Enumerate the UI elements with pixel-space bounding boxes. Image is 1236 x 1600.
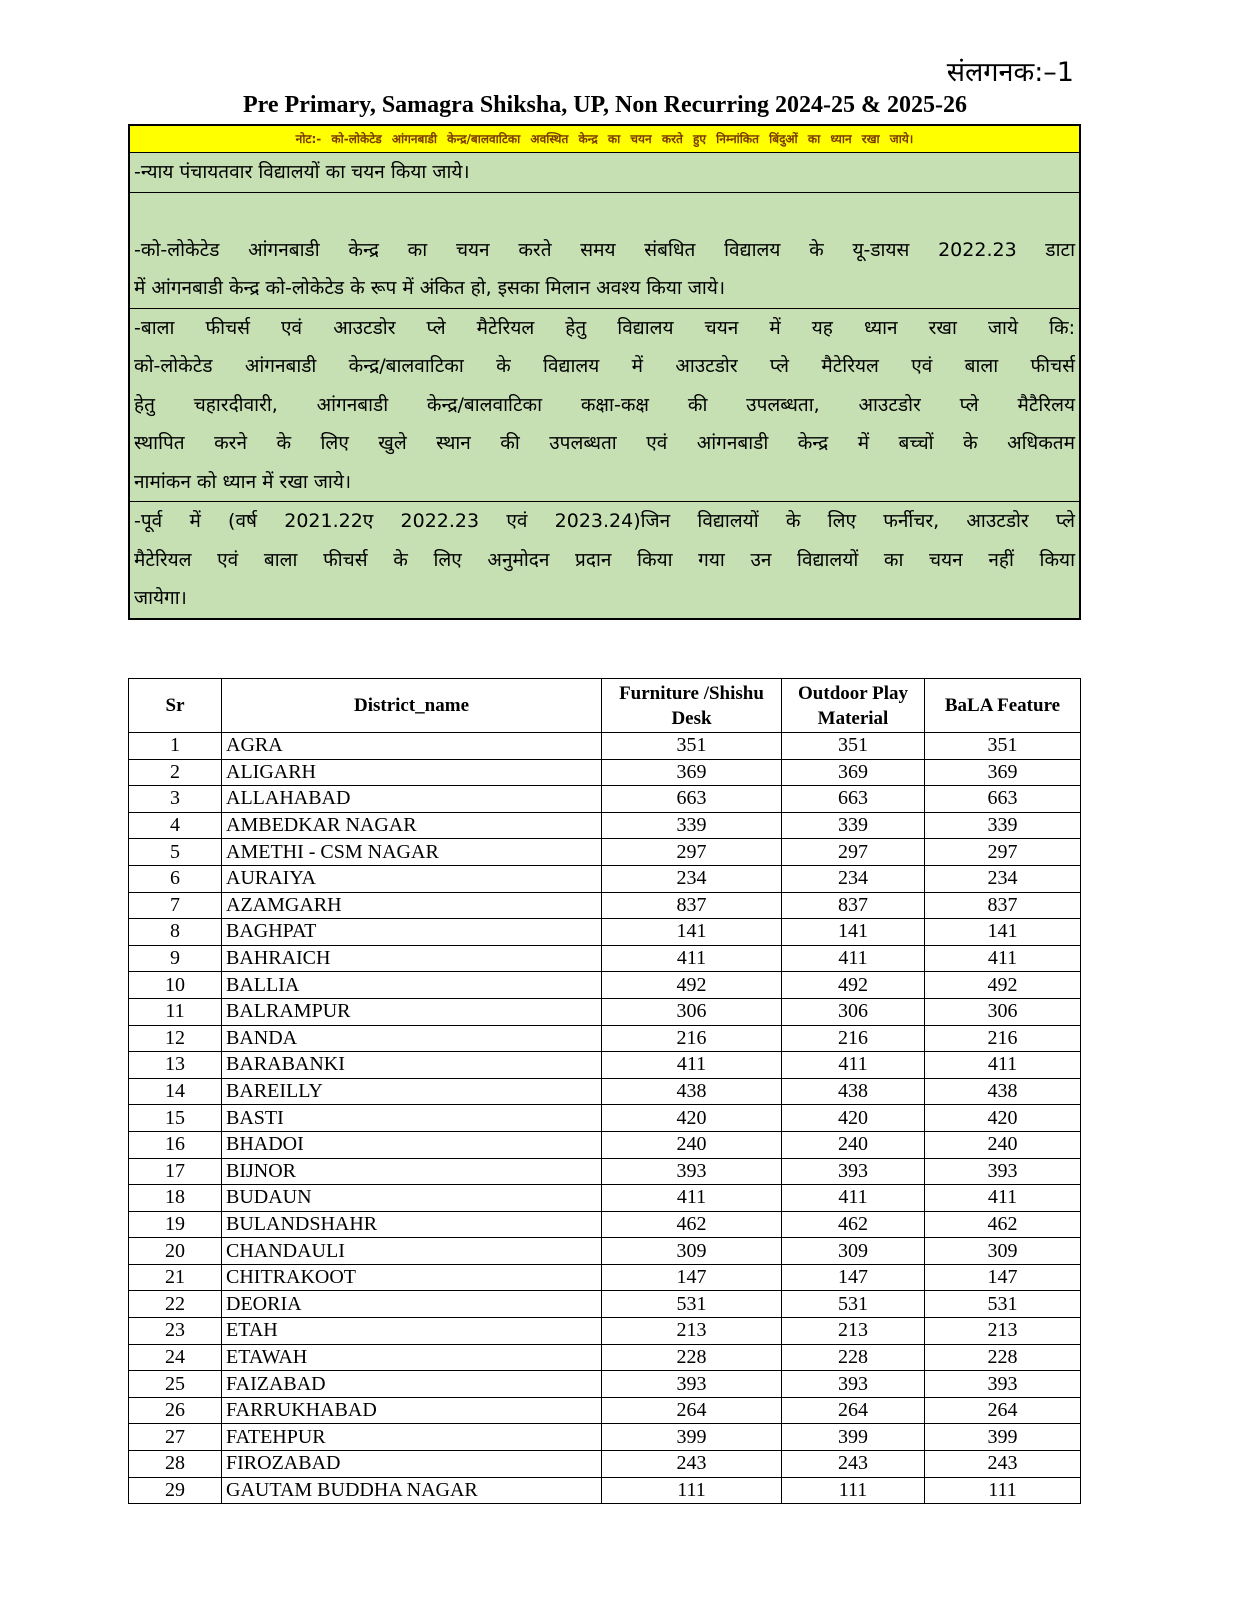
table-row <box>129 1424 1081 1451</box>
table-row <box>129 1025 1081 1052</box>
table-row <box>129 998 1081 1025</box>
cell-sr: 13 <box>129 1052 222 1079</box>
table-row <box>129 1238 1081 1265</box>
table-row <box>129 1185 1081 1212</box>
cell-bala: 213 <box>925 1318 1081 1345</box>
cell-outdoor: 438 <box>782 1078 925 1105</box>
cell-district: FARRUKHABAD <box>222 1397 602 1424</box>
cell-sr: 27 <box>129 1424 222 1451</box>
cell-bala: 399 <box>925 1424 1081 1451</box>
cell-bala: 351 <box>925 733 1081 760</box>
cell-furniture: 438 <box>602 1078 782 1105</box>
cell-furniture: 531 <box>602 1291 782 1318</box>
cell-bala: 228 <box>925 1344 1081 1371</box>
cell-district: BIJNOR <box>222 1158 602 1185</box>
table-row <box>129 919 1081 946</box>
table-row <box>129 1344 1081 1371</box>
cell-bala: 234 <box>925 865 1081 892</box>
cell-sr: 12 <box>129 1025 222 1052</box>
cell-sr: 23 <box>129 1318 222 1345</box>
cell-outdoor: 531 <box>782 1291 925 1318</box>
cell-furniture: 297 <box>602 839 782 866</box>
cell-outdoor: 420 <box>782 1105 925 1132</box>
table-row <box>129 733 1081 760</box>
table-row <box>129 1397 1081 1424</box>
cell-district: BAREILLY <box>222 1078 602 1105</box>
cell-bala: 393 <box>925 1371 1081 1398</box>
annexure-label: संलगनक:–1 <box>946 57 1074 88</box>
cell-sr: 5 <box>129 839 222 866</box>
cell-furniture: 393 <box>602 1371 782 1398</box>
cell-furniture: 228 <box>602 1344 782 1371</box>
cell-sr: 9 <box>129 945 222 972</box>
cell-outdoor: 492 <box>782 972 925 999</box>
cell-bala: 111 <box>925 1477 1081 1504</box>
cell-sr: 28 <box>129 1451 222 1478</box>
note-paragraph <box>130 309 1079 503</box>
header-furniture: Furniture /Shishu Desk <box>602 679 782 733</box>
cell-sr: 24 <box>129 1344 222 1371</box>
cell-outdoor: 837 <box>782 892 925 919</box>
note-line: नामांकन को ध्यान में रखा जाये। <box>134 470 352 493</box>
note-box <box>128 124 1081 620</box>
cell-bala: 492 <box>925 972 1081 999</box>
cell-sr: 25 <box>129 1371 222 1398</box>
cell-furniture: 411 <box>602 945 782 972</box>
cell-outdoor: 411 <box>782 1052 925 1079</box>
header-outdoor: Outdoor Play Material <box>782 679 925 733</box>
note-line: जायेगा। <box>134 587 187 609</box>
cell-outdoor: 213 <box>782 1318 925 1345</box>
cell-bala: 420 <box>925 1105 1081 1132</box>
cell-furniture: 240 <box>602 1131 782 1158</box>
cell-bala: 462 <box>925 1211 1081 1238</box>
cell-bala: 147 <box>925 1264 1081 1291</box>
cell-outdoor: 399 <box>782 1424 925 1451</box>
cell-furniture: 837 <box>602 892 782 919</box>
cell-furniture: 369 <box>602 759 782 786</box>
cell-sr: 21 <box>129 1264 222 1291</box>
cell-furniture: 213 <box>602 1318 782 1345</box>
note-heading: नोट:- को-लोकेटेड आंगनबाडी केन्द्र/बालवाटिका अवस्थित केन्द्र का चयन करते हुए निम्नांकित बिंदुओं का ध्यान रखा जाये। <box>130 126 1079 153</box>
cell-district: BARABANKI <box>222 1052 602 1079</box>
cell-district: AZAMGARH <box>222 892 602 919</box>
cell-bala: 309 <box>925 1238 1081 1265</box>
cell-outdoor: 462 <box>782 1211 925 1238</box>
cell-outdoor: 351 <box>782 733 925 760</box>
cell-bala: 411 <box>925 1052 1081 1079</box>
note-paragraph <box>130 502 1079 618</box>
note-line: -बाला फीचर्स एवं आउटडोर प्ले मैटेरियल हेतु विद्यालय चयन में यह ध्यान रखा जाये कि: <box>134 316 1075 339</box>
note-paragraph <box>130 193 1079 309</box>
cell-outdoor: 228 <box>782 1344 925 1371</box>
table-row <box>129 1078 1081 1105</box>
cell-outdoor: 243 <box>782 1451 925 1478</box>
cell-outdoor: 411 <box>782 945 925 972</box>
header-sr: Sr <box>129 679 222 733</box>
cell-bala: 531 <box>925 1291 1081 1318</box>
cell-sr: 3 <box>129 786 222 813</box>
cell-district: BANDA <box>222 1025 602 1052</box>
cell-bala: 339 <box>925 812 1081 839</box>
table-row <box>129 759 1081 786</box>
cell-sr: 14 <box>129 1078 222 1105</box>
cell-district: BAHRAICH <box>222 945 602 972</box>
cell-sr: 10 <box>129 972 222 999</box>
cell-furniture: 264 <box>602 1397 782 1424</box>
cell-bala: 663 <box>925 786 1081 813</box>
cell-furniture: 351 <box>602 733 782 760</box>
cell-furniture: 306 <box>602 998 782 1025</box>
cell-sr: 29 <box>129 1477 222 1504</box>
note-paragraph <box>130 153 1079 193</box>
cell-outdoor: 141 <box>782 919 925 946</box>
cell-bala: 369 <box>925 759 1081 786</box>
note-line: को-लोकेटेड आंगनबाडी केन्द्र/बालवाटिका के विद्यालय में आउटडोर प्ले मैटेरियल एवं बाला फीचर्स <box>134 355 1075 377</box>
cell-outdoor: 306 <box>782 998 925 1025</box>
cell-district: BALLIA <box>222 972 602 999</box>
table-row <box>129 1105 1081 1132</box>
table-row <box>129 812 1081 839</box>
cell-bala: 306 <box>925 998 1081 1025</box>
cell-district: AGRA <box>222 733 602 760</box>
district-table <box>128 678 1081 1504</box>
cell-furniture: 339 <box>602 812 782 839</box>
cell-furniture: 462 <box>602 1211 782 1238</box>
cell-bala: 438 <box>925 1078 1081 1105</box>
document-title: Pre Primary, Samagra Shiksha, UP, Non Recurring 2024-25 & 2025-26 <box>243 92 967 118</box>
cell-outdoor: 339 <box>782 812 925 839</box>
table-row <box>129 1477 1081 1504</box>
cell-furniture: 420 <box>602 1105 782 1132</box>
cell-sr: 1 <box>129 733 222 760</box>
cell-district: AMETHI - CSM NAGAR <box>222 839 602 866</box>
cell-furniture: 393 <box>602 1158 782 1185</box>
cell-district: GAUTAM BUDDHA NAGAR <box>222 1477 602 1504</box>
cell-sr: 7 <box>129 892 222 919</box>
cell-sr: 22 <box>129 1291 222 1318</box>
header-bala: BaLA Feature <box>925 679 1081 733</box>
cell-furniture: 147 <box>602 1264 782 1291</box>
cell-district: ETAWAH <box>222 1344 602 1371</box>
cell-bala: 141 <box>925 919 1081 946</box>
cell-district: ALIGARH <box>222 759 602 786</box>
cell-district: BASTI <box>222 1105 602 1132</box>
cell-outdoor: 264 <box>782 1397 925 1424</box>
cell-sr: 19 <box>129 1211 222 1238</box>
cell-sr: 26 <box>129 1397 222 1424</box>
cell-furniture: 411 <box>602 1052 782 1079</box>
note-line: में आंगनबाडी केन्द्र को-लोकेटेड के रूप में अंकित हो, इसका मिलान अवश्य किया जाये। <box>134 277 726 299</box>
cell-sr: 6 <box>129 865 222 892</box>
table-row <box>129 1158 1081 1185</box>
header-district: District_name <box>222 679 602 733</box>
cell-sr: 15 <box>129 1105 222 1132</box>
table-row <box>129 1131 1081 1158</box>
table-header-row <box>129 679 1081 733</box>
cell-bala: 240 <box>925 1131 1081 1158</box>
cell-furniture: 141 <box>602 919 782 946</box>
note-line: मैटेरियल एवं बाला फीचर्स के लिए अनुमोदन प्रदान किया गया उन विद्यालयों का चयन नहीं किया <box>134 548 1075 571</box>
cell-sr: 17 <box>129 1158 222 1185</box>
cell-district: BALRAMPUR <box>222 998 602 1025</box>
table-row <box>129 786 1081 813</box>
cell-outdoor: 111 <box>782 1477 925 1504</box>
cell-outdoor: 411 <box>782 1185 925 1212</box>
cell-bala: 216 <box>925 1025 1081 1052</box>
cell-furniture: 216 <box>602 1025 782 1052</box>
cell-bala: 411 <box>925 1185 1081 1212</box>
cell-district: BUDAUN <box>222 1185 602 1212</box>
cell-outdoor: 393 <box>782 1158 925 1185</box>
cell-bala: 411 <box>925 945 1081 972</box>
cell-district: BAGHPAT <box>222 919 602 946</box>
cell-outdoor: 147 <box>782 1264 925 1291</box>
table-row <box>129 1371 1081 1398</box>
cell-sr: 4 <box>129 812 222 839</box>
cell-outdoor: 309 <box>782 1238 925 1265</box>
cell-bala: 297 <box>925 839 1081 866</box>
cell-bala: 393 <box>925 1158 1081 1185</box>
cell-district: FAIZABAD <box>222 1371 602 1398</box>
cell-furniture: 399 <box>602 1424 782 1451</box>
table-row <box>129 972 1081 999</box>
note-line: हेतु चहारदीवारी, आंगनबाडी केन्द्र/बालवाटिका कक्षा-कक्ष की उपलब्धता, आउटडोर प्ले मैटैरिलय <box>134 393 1075 416</box>
cell-district: BHADOI <box>222 1131 602 1158</box>
cell-district: CHITRAKOOT <box>222 1264 602 1291</box>
note-line: -को-लोकेटेड आंगनबाडी केन्द्र का चयन करते समय संबधित विद्यालय के यू-डायस 2022.23 डाटा <box>134 238 1075 261</box>
cell-bala: 243 <box>925 1451 1081 1478</box>
table-row <box>129 839 1081 866</box>
table-row <box>129 945 1081 972</box>
cell-district: FATEHPUR <box>222 1424 602 1451</box>
cell-outdoor: 369 <box>782 759 925 786</box>
cell-furniture: 411 <box>602 1185 782 1212</box>
note-line: -पूर्व में (वर्ष 2021.22ए 2022.23 एवं 2023.24)जिन विद्यालयों के लिए फर्नीचर, आउटडोर प्ले <box>134 510 1075 532</box>
cell-sr: 18 <box>129 1185 222 1212</box>
note-line: स्थापित करने के लिए खुले स्थान की उपलब्धता एवं आंगनबाडी केन्द्र में बच्चों के अधिकतम <box>134 432 1075 454</box>
table-row <box>129 1052 1081 1079</box>
cell-district: BULANDSHAHR <box>222 1211 602 1238</box>
cell-district: ETAH <box>222 1318 602 1345</box>
cell-district: AURAIYA <box>222 865 602 892</box>
cell-outdoor: 297 <box>782 839 925 866</box>
cell-bala: 264 <box>925 1397 1081 1424</box>
cell-outdoor: 393 <box>782 1371 925 1398</box>
cell-district: ALLAHABAD <box>222 786 602 813</box>
note-line: -न्याय पंचायतवार विद्यालयों का चयन किया जाये। <box>134 161 470 183</box>
cell-furniture: 234 <box>602 865 782 892</box>
cell-district: DEORIA <box>222 1291 602 1318</box>
cell-sr: 20 <box>129 1238 222 1265</box>
cell-outdoor: 234 <box>782 865 925 892</box>
cell-sr: 8 <box>129 919 222 946</box>
cell-sr: 11 <box>129 998 222 1025</box>
cell-furniture: 663 <box>602 786 782 813</box>
cell-district: CHANDAULI <box>222 1238 602 1265</box>
cell-furniture: 243 <box>602 1451 782 1478</box>
table-row <box>129 1211 1081 1238</box>
table-row <box>129 1451 1081 1478</box>
cell-furniture: 492 <box>602 972 782 999</box>
table-row <box>129 1318 1081 1345</box>
table-row <box>129 865 1081 892</box>
table-row <box>129 1291 1081 1318</box>
table-row <box>129 1264 1081 1291</box>
table-row <box>129 892 1081 919</box>
cell-furniture: 111 <box>602 1477 782 1504</box>
cell-outdoor: 216 <box>782 1025 925 1052</box>
cell-district: FIROZABAD <box>222 1451 602 1478</box>
cell-sr: 16 <box>129 1131 222 1158</box>
cell-bala: 837 <box>925 892 1081 919</box>
cell-sr: 2 <box>129 759 222 786</box>
cell-district: AMBEDKAR NAGAR <box>222 812 602 839</box>
cell-outdoor: 240 <box>782 1131 925 1158</box>
cell-furniture: 309 <box>602 1238 782 1265</box>
cell-outdoor: 663 <box>782 786 925 813</box>
